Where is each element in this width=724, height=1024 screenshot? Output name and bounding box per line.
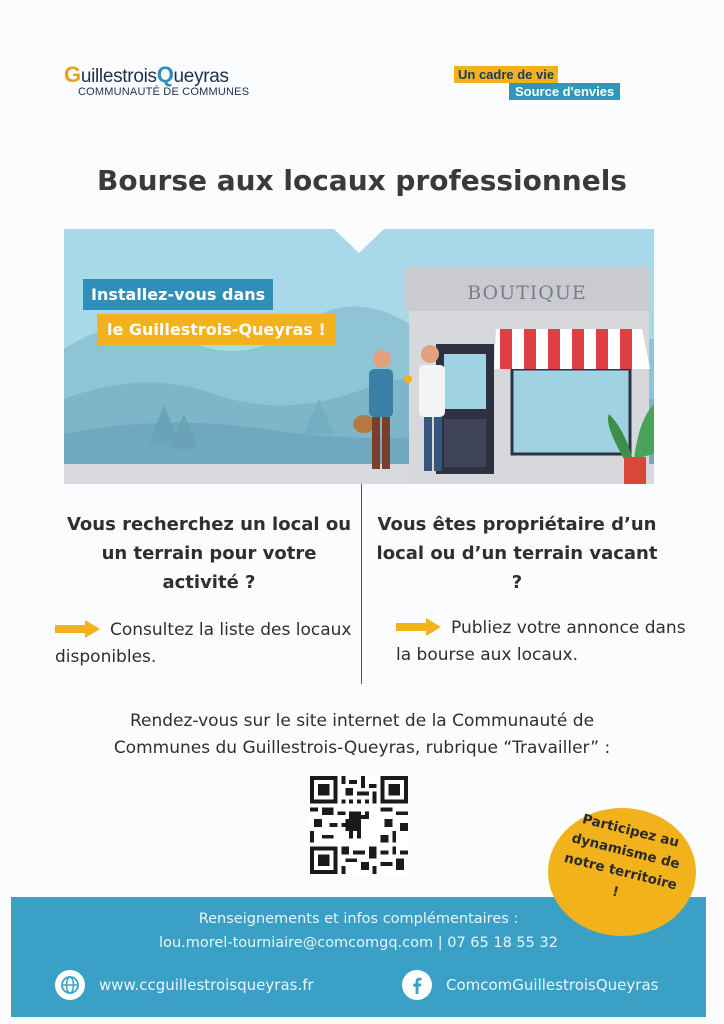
hero-badge-line2: le Guillestrois-Queyras ! <box>97 314 336 345</box>
hero-badge-line1: Installez-vous dans <box>83 279 273 310</box>
footer-website[interactable] <box>55 970 314 1000</box>
shop-scene-illustration <box>64 229 654 484</box>
facebook-link[interactable]: ComcomGuillestroisQueyras <box>446 976 659 994</box>
page-title: Bourse aux locaux professionnels <box>97 164 627 197</box>
tagline-line2: Source d'envies <box>509 83 620 100</box>
globe-icon <box>55 970 85 1000</box>
logo-subtitle: COMMUNAUTÉ DE COMMUNES <box>78 86 250 98</box>
shop-sign: BOUTIQUE <box>467 282 587 304</box>
visit-instructions <box>0 708 724 762</box>
logo-name: GuillestroisQueyras <box>64 62 229 87</box>
left-question: Vous recherchez un local ou un terrain pour votre activité ? <box>66 514 352 593</box>
hero-illustration <box>64 229 654 484</box>
left-action-text: Consultez la liste des locaux disponibles. <box>55 620 352 667</box>
qr-code-icon[interactable] <box>310 776 408 874</box>
footer-facebook[interactable] <box>402 970 658 1000</box>
left-action <box>55 617 355 671</box>
arrow-right-icon <box>55 620 100 638</box>
right-question: Vous êtes propriétaire d’un local ou d’un terrain vacant ? <box>376 514 658 593</box>
arrow-right-icon <box>396 618 441 636</box>
tagline-line1: Un cadre de vie <box>454 66 558 83</box>
visit-text: Rendez-vous sur le site internet de la Communauté de Communes du Guillestrois-Queyras, rubrique “Travailler” : <box>113 711 611 758</box>
column-divider <box>361 484 362 684</box>
right-action-text: Publiez votre annonce dans la bourse aux locaux. <box>396 618 686 665</box>
tagline <box>454 66 620 100</box>
right-action <box>396 615 696 669</box>
footer-info: Renseignements et infos complémentaires : <box>198 911 519 927</box>
facebook-icon <box>402 970 432 1000</box>
logo <box>64 62 249 98</box>
sticker-text: Participez au dynamisme de notre territoire ! <box>562 811 682 901</box>
footer-contact[interactable]: lou.morel-tourniaire@comcomgq.com | 07 65 18 55 32 <box>159 935 558 951</box>
website-link[interactable]: www.ccguillestroisqueyras.fr <box>99 976 314 994</box>
